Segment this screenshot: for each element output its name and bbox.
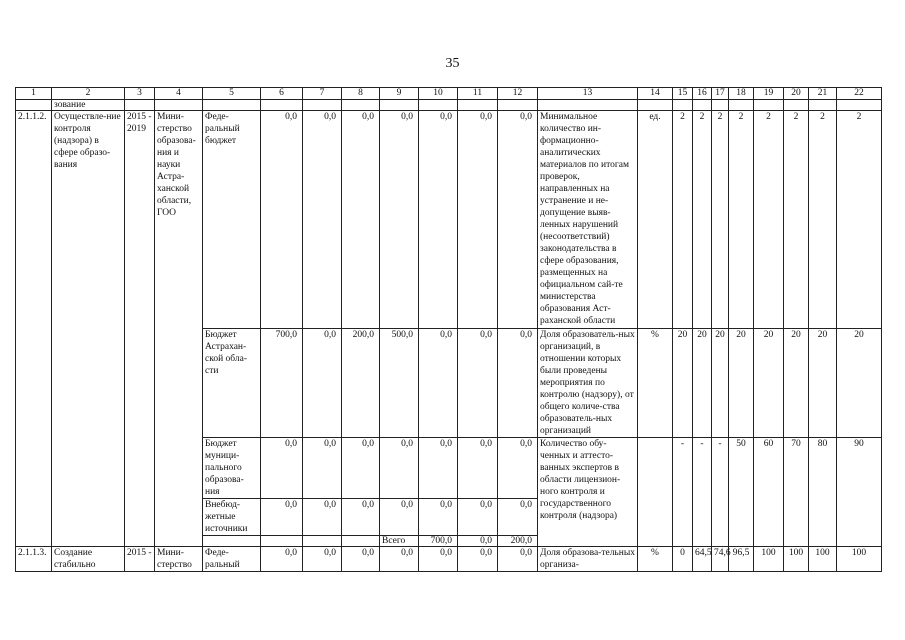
indicator-value: 70 bbox=[784, 438, 809, 547]
indicator-value: 2 bbox=[673, 111, 693, 329]
indicator-value: 90 bbox=[837, 438, 882, 547]
amount-cell: 500,0 bbox=[380, 329, 419, 438]
indicator-value: - bbox=[693, 438, 712, 547]
amount-cell: 0,0 bbox=[458, 329, 498, 438]
amount-cell: 0,0 bbox=[380, 438, 419, 499]
header-cell: 2 bbox=[52, 88, 125, 100]
amount-cell: 0,0 bbox=[303, 329, 342, 438]
amount-cell: 0,0 bbox=[380, 547, 419, 572]
indicator-value: 20 bbox=[729, 329, 754, 438]
indicator-value: 20 bbox=[784, 329, 809, 438]
item-name: Осуществле-ние контроля (надзора) в сфере образо-вания bbox=[52, 111, 125, 547]
amount-cell: 0,0 bbox=[419, 499, 458, 536]
header-cell: 13 bbox=[538, 88, 638, 100]
header-cell: 15 bbox=[673, 88, 693, 100]
header-cell: 17 bbox=[712, 88, 729, 100]
table-row bbox=[16, 111, 882, 329]
amount-cell: 0,0 bbox=[261, 111, 303, 329]
indicator-unit: % bbox=[638, 547, 673, 572]
indicator-value: 2 bbox=[729, 111, 754, 329]
funding-source: Бюджет Астрахан-ской обла-сти bbox=[203, 329, 261, 438]
header-cell: 4 bbox=[155, 88, 203, 100]
amount-cell: 0,0 bbox=[498, 547, 538, 572]
continuation-text: зование bbox=[52, 100, 125, 111]
header-cell: 20 bbox=[784, 88, 809, 100]
amount-cell: 0,0 bbox=[458, 499, 498, 536]
amount-cell: 0,0 bbox=[342, 438, 380, 499]
amount-cell: 0,0 bbox=[419, 111, 458, 329]
indicator-value: 74,6 bbox=[712, 547, 729, 572]
indicator-value: 2 bbox=[754, 111, 784, 329]
indicator-value: 2 bbox=[809, 111, 837, 329]
amount-cell: 700,0 bbox=[261, 329, 303, 438]
amount-cell: 0,0 bbox=[303, 438, 342, 499]
indicator-value: 2 bbox=[784, 111, 809, 329]
amount-cell: 0,0 bbox=[458, 111, 498, 329]
header-cell: 9 bbox=[380, 88, 419, 100]
funding-source: Бюджет муници-пального образова-ния bbox=[203, 438, 261, 499]
amount-cell: 200,0 bbox=[498, 536, 538, 547]
header-cell: 12 bbox=[498, 88, 538, 100]
item-code: 2.1.1.2. bbox=[16, 111, 52, 547]
indicator-text: Доля образователь-ных организаций, в отношении которых были проведены мероприятия по контролю (надзору), от общего количе-ства образователь-ных организаций bbox=[538, 329, 638, 438]
indicator-value: 50 bbox=[729, 438, 754, 547]
amount-cell: 0,0 bbox=[303, 547, 342, 572]
header-cell: 22 bbox=[837, 88, 882, 100]
amount-cell: 0,0 bbox=[303, 111, 342, 329]
header-cell: 18 bbox=[729, 88, 754, 100]
header-cell: 7 bbox=[303, 88, 342, 100]
header-cell: 5 bbox=[203, 88, 261, 100]
indicator-text: Доля образова-тельных организа- bbox=[538, 547, 638, 572]
amount-cell: 200,0 bbox=[342, 329, 380, 438]
header-cell: 10 bbox=[419, 88, 458, 100]
amount-cell: 0,0 bbox=[498, 111, 538, 329]
header-cell: 11 bbox=[458, 88, 498, 100]
indicator-unit: ед. bbox=[638, 111, 673, 329]
amount-cell: 0,0 bbox=[419, 547, 458, 572]
amount-cell: 0,0 bbox=[261, 438, 303, 499]
indicator-value: 80 bbox=[809, 438, 837, 547]
amount-cell: 0,0 bbox=[498, 499, 538, 536]
indicator-value: 0 bbox=[673, 547, 693, 572]
header-cell: 1 bbox=[16, 88, 52, 100]
header-cell: 6 bbox=[261, 88, 303, 100]
indicator-value: 100 bbox=[837, 547, 882, 572]
item-period: 2015 - 2019 bbox=[125, 111, 155, 547]
funding-source: Внебюд-жетные источники bbox=[203, 499, 261, 536]
amount-cell: 0,0 bbox=[342, 499, 380, 536]
table-row bbox=[16, 547, 882, 572]
funding-source: Феде-ральный бюджет bbox=[203, 111, 261, 329]
amount-cell: 0,0 bbox=[342, 547, 380, 572]
indicator-text: Количество обу-ченных и аттесто-ванных экспертов в области лицензион-ного контроля и государственного контроля (надзора) bbox=[538, 438, 638, 547]
indicator-value: 20 bbox=[673, 329, 693, 438]
item-executor: Мини-стерство bbox=[155, 547, 203, 572]
indicator-value: 100 bbox=[809, 547, 837, 572]
amount-cell: 0,0 bbox=[458, 547, 498, 572]
header-cell: 3 bbox=[125, 88, 155, 100]
amount-cell: 0,0 bbox=[380, 499, 419, 536]
amount-cell: 0,0 bbox=[261, 499, 303, 536]
amount-cell: 700,0 bbox=[419, 536, 458, 547]
amount-cell: 0,0 bbox=[342, 111, 380, 329]
indicator-text: Минимальное количество ин-формационно-аналитических материалов по итогам проверок, направленных на устранение и не-допущение выяв-ленных нарушений (несоответствий) законодательства в сфере образования, размещенных на официальном сай-те министерства образования Аст-раханской области bbox=[538, 111, 638, 329]
indicator-value: 2 bbox=[712, 111, 729, 329]
indicator-value: - bbox=[673, 438, 693, 547]
amount-cell: 0,0 bbox=[458, 438, 498, 499]
item-name: Создание стабильно bbox=[52, 547, 125, 572]
page-number: 35 bbox=[445, 56, 460, 71]
indicator-value: 64,5 bbox=[693, 547, 712, 572]
indicator-unit bbox=[638, 438, 673, 547]
header-cell: 19 bbox=[754, 88, 784, 100]
header-cell: 14 bbox=[638, 88, 673, 100]
indicator-value: 100 bbox=[754, 547, 784, 572]
header-cell: 16 bbox=[693, 88, 712, 100]
amount-cell: 0,0 bbox=[498, 438, 538, 499]
continuation-row bbox=[16, 100, 882, 111]
item-period: 2015 - bbox=[125, 547, 155, 572]
indicator-value: 60 bbox=[754, 438, 784, 547]
indicator-value: - bbox=[712, 438, 729, 547]
amount-cell: 0,0 bbox=[261, 547, 303, 572]
indicator-value: 20 bbox=[712, 329, 729, 438]
funding-source: Феде-ральный bbox=[203, 547, 261, 572]
indicator-value: 100 bbox=[784, 547, 809, 572]
amount-cell: 0,0 bbox=[458, 536, 498, 547]
amount-cell: 0,0 bbox=[380, 111, 419, 329]
indicator-value: 20 bbox=[809, 329, 837, 438]
item-executor: Мини-стерство образова-ния и науки Астра-ханской области, ГОО bbox=[155, 111, 203, 547]
header-cell: 8 bbox=[342, 88, 380, 100]
indicator-value: 2 bbox=[837, 111, 882, 329]
amount-cell: 0,0 bbox=[498, 329, 538, 438]
indicator-value: 20 bbox=[693, 329, 712, 438]
program-table bbox=[15, 87, 882, 572]
funding-source: Всего bbox=[380, 536, 419, 547]
indicator-value: 96,5 bbox=[729, 547, 754, 572]
amount-cell: 0,0 bbox=[419, 438, 458, 499]
indicator-value: 20 bbox=[754, 329, 784, 438]
amount-cell: 0,0 bbox=[303, 499, 342, 536]
amount-cell: 0,0 bbox=[419, 329, 458, 438]
header-row bbox=[16, 88, 882, 100]
indicator-unit: % bbox=[638, 329, 673, 438]
item-code: 2.1.1.3. bbox=[16, 547, 52, 572]
indicator-value: 2 bbox=[693, 111, 712, 329]
indicator-value: 20 bbox=[837, 329, 882, 438]
header-cell: 21 bbox=[809, 88, 837, 100]
